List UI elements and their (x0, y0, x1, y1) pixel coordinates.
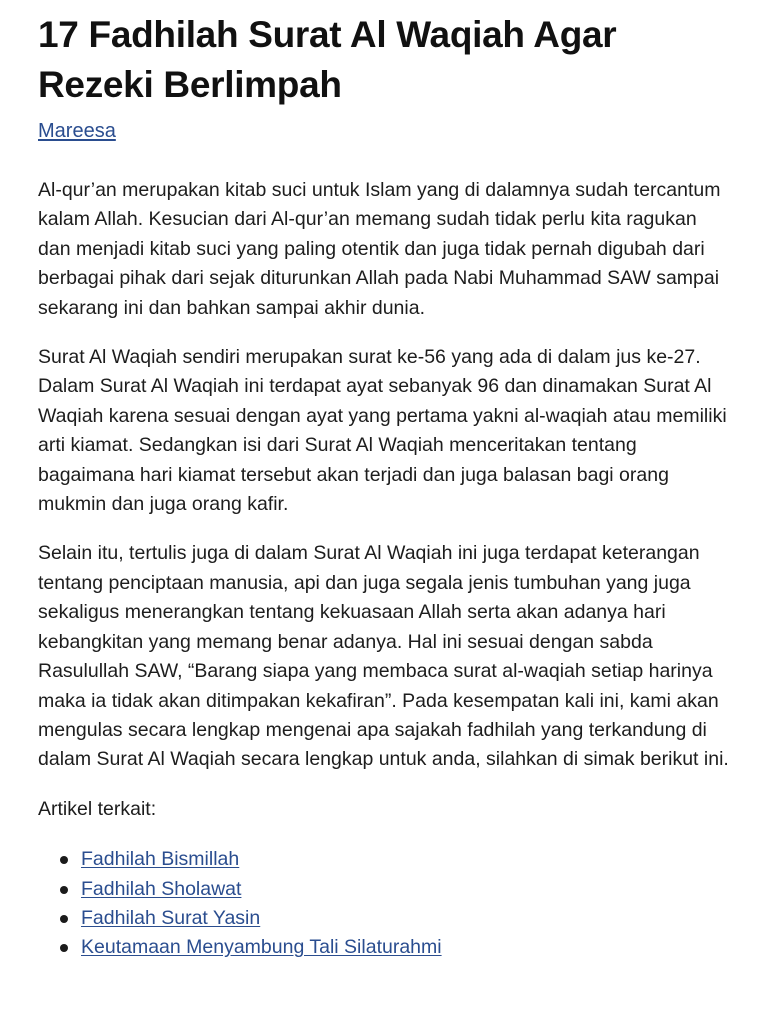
author-link[interactable]: Mareesa (38, 120, 116, 142)
bullet-icon (60, 915, 68, 923)
related-link-fadhilah-bismillah[interactable]: Fadhilah Bismillah (81, 848, 240, 871)
related-link-fadhilah-surat-yasin[interactable]: Fadhilah Surat Yasin (81, 906, 261, 929)
related-article-item (81, 845, 730, 874)
related-articles-label: Artikel terkait: (38, 797, 157, 820)
related-link-fadhilah-sholawat[interactable]: Fadhilah Sholawat (81, 877, 242, 900)
bullet-icon (60, 856, 68, 864)
related-article-item (81, 875, 730, 904)
article-title: 17 Fadhilah Surat Al Waqiah Agar Rezeki Berlimpah (38, 14, 617, 105)
related-articles-list (38, 845, 730, 963)
related-article-item (81, 904, 730, 933)
article-paragraph: Surat Al Waqiah sendiri merupakan surat ke-56 yang ada di dalam jus ke-27. Dalam Surat Al Waqiah ini terdapat ayat sebanyak 96 dan dinamakan Surat Al Waqiah karena sesuai dengan ayat yang pertama yakni al-waqiah atau memiliki arti kiamat. Sedangkan isi dari Surat Al Waqiah menceritakan tentang bagaimana hari kiamat tersebut akan terjadi dan juga balasan bagi orang mukmin dan juga orang kafir. (38, 346, 727, 516)
bullet-icon (60, 886, 68, 894)
related-article-item (81, 933, 730, 962)
related-link-keutamaan-silaturahmi[interactable]: Keutamaan Menyambung Tali Silaturahmi (81, 936, 442, 959)
article-paragraph: Al-qur’an merupakan kitab suci untuk Islam yang di dalamnya sudah tercantum kalam Allah. Kesucian dari Al-qur’an memang sudah tidak perlu kita ragukan dan menjadi kitab suci yang paling otentik dan juga tidak pernah digubah dari berbagai pihak dari sejak diturunkan Allah pada Nabi Muhammad SAW sampai sekarang ini dan bahkan sampai akhir dunia. (38, 179, 721, 319)
bullet-icon (60, 944, 68, 952)
article-paragraph: Selain itu, tertulis juga di dalam Surat Al Waqiah ini juga terdapat keterangan tentang penciptaan manusia, api dan juga segala jenis tumbuhan yang juga sekaligus menerangkan tentang kekuasaan Allah serta akan adanya hari kebangkitan yang memang benar adanya. Hal ini sesuai dengan sabda Rasulullah SAW, “Barang siapa yang membaca surat al-waqiah setiap harinya maka ia tidak akan ditimpakan kekafiran”. Pada kesempatan kali ini, kami akan mengulas secara lengkap mengenai apa sajakah fadhilah yang terkandung di dalam Surat Al Waqiah secara lengkap untuk anda, silahkan di simak berikut ini. (38, 542, 729, 771)
